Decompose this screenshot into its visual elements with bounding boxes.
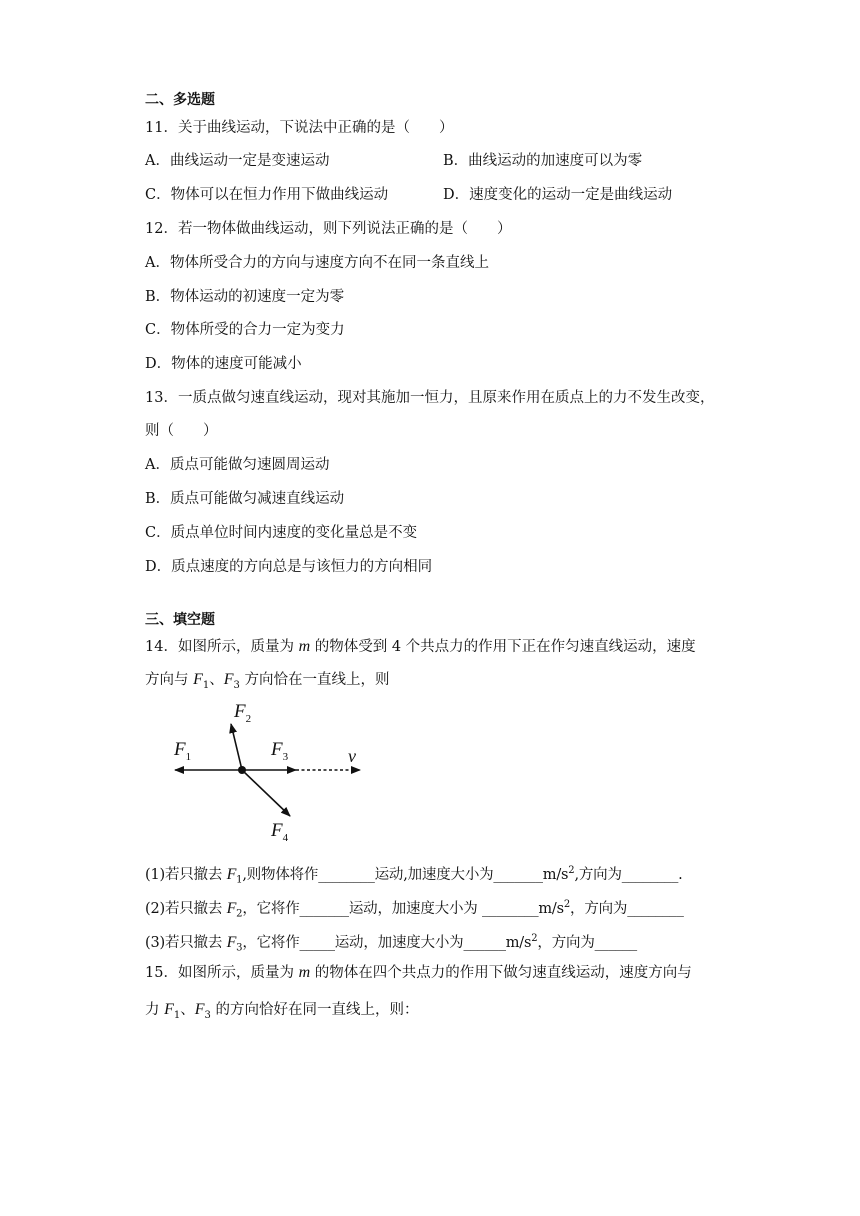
- label-f3: $F_3$: [271, 739, 289, 763]
- question-12-option-d: D．物体的速度可能减小: [145, 356, 302, 372]
- question-15-stem-line2: 力 $F_1$、$F_3$ 的方向恰好在同一直线上，则：: [145, 1001, 419, 1021]
- section-title-multiple-choice: 二、多选题: [145, 92, 215, 108]
- mass-symbol: m: [298, 638, 311, 655]
- question-11-option-a: A．曲线运动一定是变速运动: [145, 153, 330, 169]
- question-12-option-c: C．物体所受的合力一定为变力: [145, 322, 345, 338]
- question-14-sub-2: (2)若只撤去 $F_2$，它将作_______运动，加速度大小为 $\_\_\_\_\_\_\_\_m/s^2$，方向为________: [145, 899, 684, 920]
- force-diagram: [168, 700, 378, 850]
- question-13-option-b: B．质点可能做匀减速直线运动: [145, 491, 345, 507]
- label-f1: $F_1$: [174, 739, 192, 763]
- question-15-stem-line1: 15．如图所示，质量为 m 的物体在四个共点力的作用下做匀速直线运动，速度方向与: [145, 964, 692, 981]
- force-arrow-f4: [242, 770, 290, 816]
- question-13-stem-line2: 则（ ）: [145, 423, 218, 439]
- question-14-sub-3: (3)若只撤去 $F_3$，它将作_____运动，加速度大小为$\_\_\_\_\_\_m/s^2$，方向为______: [145, 933, 637, 954]
- question-11-option-c: C．物体可以在恒力作用下做曲线运动: [145, 187, 389, 203]
- force-arrow-f2: [231, 724, 242, 770]
- question-12-option-a: A．物体所受合力的方向与速度方向不在同一条直线上: [145, 255, 489, 271]
- question-14-stem-line2: 方向与 $F_1$、$F_3$ 方向恰在一直线上，则: [145, 671, 390, 691]
- question-11-option-b: B．曲线运动的加速度可以为零: [443, 153, 643, 169]
- question-13-stem-line1: 13．一质点做匀速直线运动，现对其施加一恒力，且原来作用在质点上的力不发生改变，: [145, 390, 715, 406]
- particle-point: [238, 766, 246, 774]
- question-14-sub-1: (1)若只撤去 $F_1$,则物体将作________运动,加速度大小为$\_\_\_\_\_\_\_m/s^2$,方向为________.: [145, 865, 683, 886]
- question-13-option-a: A．质点可能做匀速圆周运动: [145, 457, 330, 473]
- question-14-stem-line1: 14．如图所示，质量为 m 的物体受到 4 个共点力的作用下正在作匀速直线运动，速度: [145, 638, 696, 655]
- question-12-stem: 12．若一物体做曲线运动，则下列说法正确的是（ ）: [145, 221, 512, 237]
- label-f2: $F_2$: [234, 701, 252, 725]
- question-12-option-b: B．物体运动的初速度一定为零: [145, 289, 345, 305]
- question-13-option-d: D．质点速度的方向总是与该恒力的方向相同: [145, 559, 433, 575]
- section-title-fill-in: 三、填空题: [145, 612, 215, 628]
- label-v: v: [348, 746, 356, 766]
- question-13-option-c: C．质点单位时间内速度的变化量总是不变: [145, 525, 418, 541]
- label-f4: $F_4$: [271, 820, 289, 844]
- question-11-stem: 11．关于曲线运动，下说法中正确的是（ ）: [145, 120, 454, 136]
- question-11-option-d: D．速度变化的运动一定是曲线运动: [443, 187, 673, 203]
